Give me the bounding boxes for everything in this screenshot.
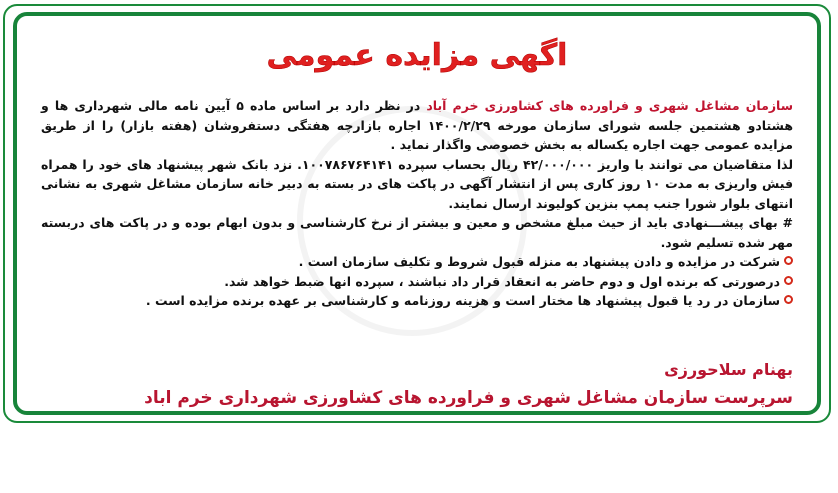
notice-outer-frame <box>3 4 831 423</box>
notice-title: اگهی مزایده عمومی <box>266 38 568 73</box>
circle-bullet-icon <box>784 256 793 265</box>
intro-paragraph <box>41 96 793 155</box>
list-item <box>41 272 793 292</box>
notice-body <box>41 96 793 311</box>
list-item-text: شرکت در مزایده و دادن پیشنهاد به منزله قبول شروط و تکلیف سازمان است . <box>298 254 780 269</box>
intro-text: در نظر دارد بر اساس ماده ۵ آیین نامه مالی شهرداری ها و هشتادو هشتمین جلسه شورای سازمان مورخه ۱۴۰۰/۲/۲۹ اجاره بازارچه هفتگی دستفروشان (هفته بازار) را از طریق مزایده عمومی جهت اجاره یکساله به بخش خصوصی واگذار نماید . <box>41 98 793 152</box>
notice-inner-frame <box>13 12 821 415</box>
signatory-name: بهنام سلاحورزی <box>664 360 793 379</box>
circle-bullet-icon <box>784 295 793 304</box>
signatory-role: سرپرست سازمان مشاغل شهری و فراورده های کشاورزی شهرداری خرم اباد <box>144 388 793 408</box>
circle-bullet-icon <box>784 276 793 285</box>
list-item-text: سازمان در رد یا قبول پیشنهاد ها مختار است و هزینه روزنامه و کارشناسی بر عهده برنده مزایده است . <box>145 293 780 308</box>
proposal-terms-paragraph: # بهای پیشـــنهادی باید از حیث مبلغ مشخص و معین و بیشتر از نرخ کارشناسی و بدون ابهام بوده و در پاکت های دربسته مهر شده تسلیم شود. <box>41 215 793 250</box>
organization-name: سازمان مشاغل شهری و فراورده های کشاورزی خرم آباد <box>426 98 793 113</box>
list-item <box>41 252 793 272</box>
list-item-text: درصورتی که برنده اول و دوم حاضر به انعقاد قرار داد نباشند ، سپرده انها ضبط خواهد شد. <box>224 273 780 289</box>
list-item <box>41 291 793 311</box>
deposit-paragraph: لذا متقاضیان می توانند با واریز ۴۲/۰۰۰/۰۰۰ ریال بحساب سپرده ۱۰۰۷۸۶۷۶۴۱۴۱. نزد بانک شهر پیشنهاد های خود را همراه فیش واریزی به مدت ۱۰ روز کاری پس از انتشار آگهی در پاکت های در بسته به دبیر خانه سازمان مشاغل شهری به نشانی انتهای بلوار شورا جنب پمپ بنزین کولیوند ارسال نمایند. <box>41 156 794 211</box>
